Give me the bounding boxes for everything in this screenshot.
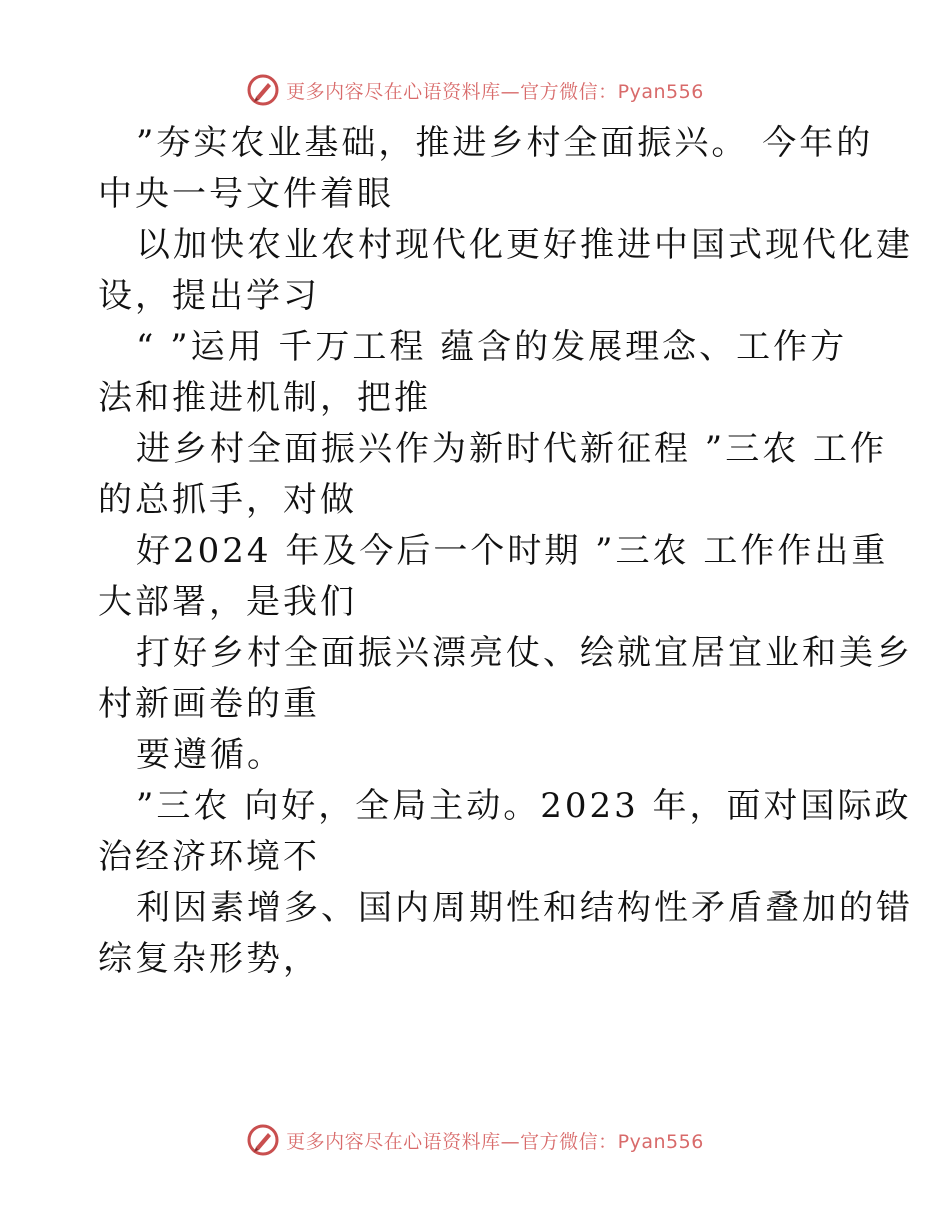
text-line: 中央一号文件着眼 [98, 174, 394, 214]
text-line: 利因素增多、国内周期性和结构性矛盾叠加的错 [136, 888, 913, 928]
text-line: 以加快农业农村现代化更好推进中国式现代化建 [136, 225, 913, 265]
text-line: 设，提出学习 [98, 276, 320, 316]
text-line: 大部署，是我们 [98, 582, 357, 622]
text-line: 治经济环境不 [98, 837, 320, 877]
text-line: ”三农 向好，全局主动。2023 年，面对国际政 [136, 786, 912, 826]
text-line: 好2024 年及今后一个时期 ”三农 工作作出重 [136, 531, 889, 571]
text-line: 村新画卷的重 [98, 684, 320, 724]
text-line: 法和推进机制，把推 [98, 378, 431, 418]
watermark-text: 更多内容尽在心语资料库—官方微信：Pyan556 [286, 80, 704, 103]
pen-logo-icon [246, 1123, 280, 1157]
text-line: 综复杂形势， [98, 939, 320, 979]
text-line: ”夯实农业基础，推进乡村全面振兴。 今年的 [136, 123, 874, 163]
footer-watermark [0, 1120, 950, 1160]
text-line: 的总抓手，对做 [98, 480, 357, 520]
pen-logo-icon [246, 73, 280, 107]
header-watermark [0, 70, 950, 110]
text-line: 要遵循。 [136, 735, 284, 775]
document-body [98, 118, 913, 985]
text-line: 进乡村全面振兴作为新时代新征程 ”三农 工作 [136, 429, 887, 469]
text-line: 打好乡村全面振兴漂亮仗、绘就宜居宜业和美乡 [136, 633, 913, 673]
watermark-text: 更多内容尽在心语资料库—官方微信：Pyan556 [286, 1130, 704, 1153]
text-line: “ ”运用 千万工程 蕴含的发展理念、工作方 [136, 327, 848, 367]
